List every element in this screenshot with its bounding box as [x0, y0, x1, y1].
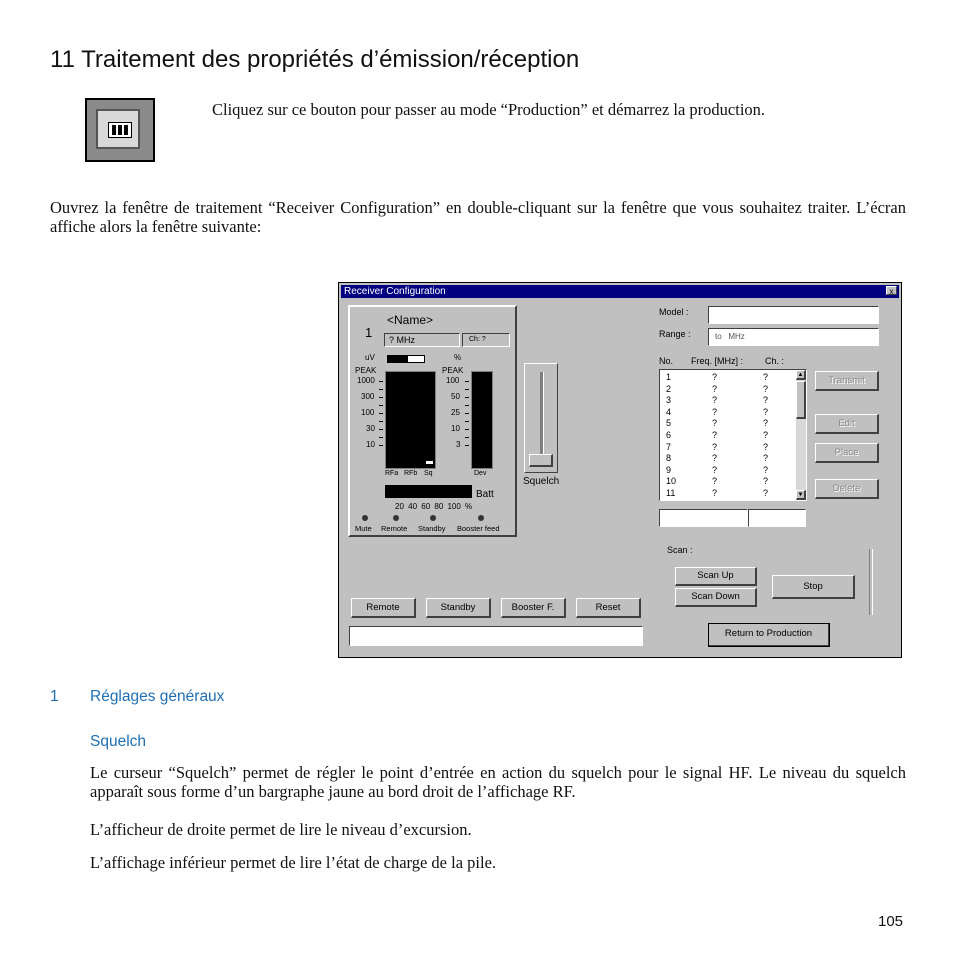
remote-button[interactable]: Remote — [351, 598, 416, 618]
row-frequency: ? — [712, 372, 718, 382]
frequency-value: ? MHz — [389, 335, 416, 345]
row-frequency: ? — [712, 383, 718, 394]
booster-f-button[interactable]: Booster F. — [501, 598, 566, 618]
standby-label: Standby — [418, 524, 446, 533]
subsection-title: Squelch — [90, 733, 147, 750]
channel-list[interactable] — [659, 369, 807, 501]
receiver-configuration-window — [338, 282, 902, 658]
row-channel: ? — [763, 406, 769, 417]
squelch-slider[interactable] — [524, 363, 558, 473]
rf-scale-30: 30 — [366, 424, 375, 433]
scroll-down-arrow-icon[interactable]: ▼ — [796, 490, 806, 500]
standby-led — [430, 515, 436, 521]
range-value: to MHz — [715, 332, 745, 341]
production-mode-icon — [85, 98, 155, 162]
channel-display — [462, 333, 510, 347]
row-number: 8 — [666, 453, 672, 464]
list-scrollbar[interactable] — [796, 370, 806, 500]
dev-scale-50: 50 — [451, 392, 460, 401]
row-number: 11 — [666, 488, 676, 498]
scan-down-button[interactable]: Scan Down — [675, 588, 757, 607]
row-channel: ? — [763, 372, 769, 382]
rfa-label: RFa — [385, 470, 399, 477]
edit-freq-field[interactable] — [659, 509, 748, 527]
dev-scale-100: 100 — [446, 376, 460, 385]
row-number: 2 — [666, 383, 672, 394]
row-number: 10 — [666, 476, 677, 487]
scan-group-border — [869, 549, 873, 615]
rf-indicator-a — [387, 355, 407, 363]
dev-scale-3: 3 — [456, 440, 461, 449]
row-frequency: ? — [712, 488, 718, 498]
dev-scale-25: 25 — [451, 408, 460, 417]
rf-indicator-b — [407, 355, 425, 363]
rf-scale-10: 10 — [366, 440, 375, 449]
place-button[interactable]: Place — [815, 443, 879, 463]
stop-button[interactable]: Stop — [772, 575, 855, 599]
window-title: Receiver Configuration — [344, 286, 446, 297]
row-channel: ? — [763, 418, 769, 429]
frequency-display — [384, 333, 460, 347]
receiver-name: <Name> — [387, 313, 434, 327]
battery-scale: 20 40 60 80 100 % — [395, 502, 473, 511]
sq-label: Sq — [424, 470, 433, 477]
row-channel: ? — [763, 395, 769, 406]
row-number: 3 — [666, 395, 672, 406]
row-number: 4 — [666, 406, 672, 417]
uv-label: uV — [365, 353, 375, 362]
col-header-freq: Freq. [MHz] : — [691, 356, 744, 366]
reset-button[interactable]: Reset — [576, 598, 641, 618]
close-icon[interactable]: x — [886, 286, 897, 295]
squelch-slider-track — [540, 372, 544, 462]
edit-button[interactable]: Edit — [815, 414, 879, 434]
percent-label: % — [454, 353, 462, 362]
range-label: Range : — [659, 329, 691, 339]
paragraph-deviation: L’afficheur de droite permet de lire le niveau d’excursion. — [90, 820, 472, 839]
return-to-production-button[interactable]: Return to Production — [708, 623, 830, 647]
standby-button[interactable]: Standby — [426, 598, 491, 618]
icon-description: Cliquez sur ce bouton pour passer au mode “Production” et démarrez la production. — [212, 100, 766, 119]
row-channel: ? — [763, 488, 769, 498]
row-number: 9 — [666, 464, 672, 475]
page-heading: 11 Traitement des propriétés d’émission/réception — [50, 46, 580, 73]
squelch-slider-thumb[interactable] — [529, 454, 553, 467]
deviation-bargraph — [471, 371, 493, 469]
model-label: Model : — [659, 307, 689, 317]
row-frequency: ? — [712, 430, 718, 440]
col-header-no: No. — [659, 356, 674, 366]
row-channel: ? — [763, 430, 769, 440]
rfb-label: RFb — [404, 470, 418, 477]
row-number: 1 — [666, 372, 672, 382]
remote-label: Remote — [381, 524, 408, 533]
booster-feed-label: Booster feed — [457, 524, 500, 533]
edit-ch-field[interactable] — [748, 509, 806, 527]
battery-label: Batt — [476, 489, 494, 500]
row-frequency: ? — [712, 418, 718, 429]
paragraph-squelch: Le curseur “Squelch” permet de régler le point d’entrée en action du squelch pour le signal HF. Le niveau du squelch apparaît sous forme d’un bargraphe jaune au bord droit de l’affichage RF. — [90, 763, 906, 801]
row-frequency: ? — [712, 395, 718, 406]
row-channel: ? — [763, 453, 769, 464]
channel-value: Ch: ? — [469, 336, 486, 343]
range-field[interactable] — [708, 328, 879, 346]
dev-peak-label: PEAK — [442, 366, 464, 375]
row-channel: ? — [763, 441, 769, 452]
section-title: Réglages généraux — [90, 688, 225, 705]
battery-bargraph — [385, 485, 472, 498]
row-number: 6 — [666, 430, 672, 440]
booster-feed-led — [478, 515, 484, 521]
paragraph-battery: L’affichage inférieur permet de lire l’état de charge de la pile. — [90, 853, 497, 872]
mute-led — [362, 515, 368, 521]
row-frequency: ? — [712, 476, 718, 487]
col-header-ch: Ch. : — [765, 356, 785, 366]
scan-up-button[interactable]: Scan Up — [675, 567, 757, 586]
row-number: 5 — [666, 418, 672, 429]
scan-label: Scan : — [667, 545, 693, 555]
channel-number: 1 — [365, 325, 373, 340]
squelch-label: Squelch — [523, 476, 560, 487]
model-field[interactable] — [708, 306, 879, 324]
row-channel: ? — [763, 383, 769, 394]
intro-paragraph: Ouvrez la fenêtre de traitement “Receiver Configuration” en double-cliquant sur la fenêtre que vous souhaitez traiter. L’écran affiche alors la fenêtre suivante: — [50, 198, 906, 236]
rf-scale-100: 100 — [361, 408, 375, 417]
squelch-level-marker — [426, 461, 433, 464]
rf-scale-1000: 1000 — [357, 376, 375, 385]
dev-scale-10: 10 — [451, 424, 460, 433]
dev-label: Dev — [474, 470, 487, 477]
scroll-up-arrow-icon[interactable]: ▲ — [796, 370, 806, 380]
row-number: 7 — [666, 441, 672, 452]
row-channel: ? — [763, 464, 769, 475]
rf-peak-label: PEAK — [355, 366, 377, 375]
scroll-thumb[interactable] — [796, 381, 806, 419]
row-frequency: ? — [712, 441, 718, 452]
transmit-button[interactable]: Transmit — [815, 371, 879, 391]
row-frequency: ? — [712, 453, 718, 464]
row-frequency: ? — [712, 406, 718, 417]
rf-bargraph — [385, 371, 436, 469]
remote-led — [393, 515, 399, 521]
status-field — [349, 626, 643, 646]
rf-scale-300: 300 — [361, 392, 375, 401]
window-titlebar — [341, 285, 899, 298]
meter-panel — [348, 305, 517, 537]
mute-label: Mute — [355, 524, 372, 533]
page-number: 105 — [878, 913, 904, 930]
section-number: 1 — [50, 688, 59, 705]
row-frequency: ? — [712, 464, 718, 475]
delete-button[interactable]: Delete — [815, 479, 879, 499]
row-channel: ? — [763, 476, 769, 487]
